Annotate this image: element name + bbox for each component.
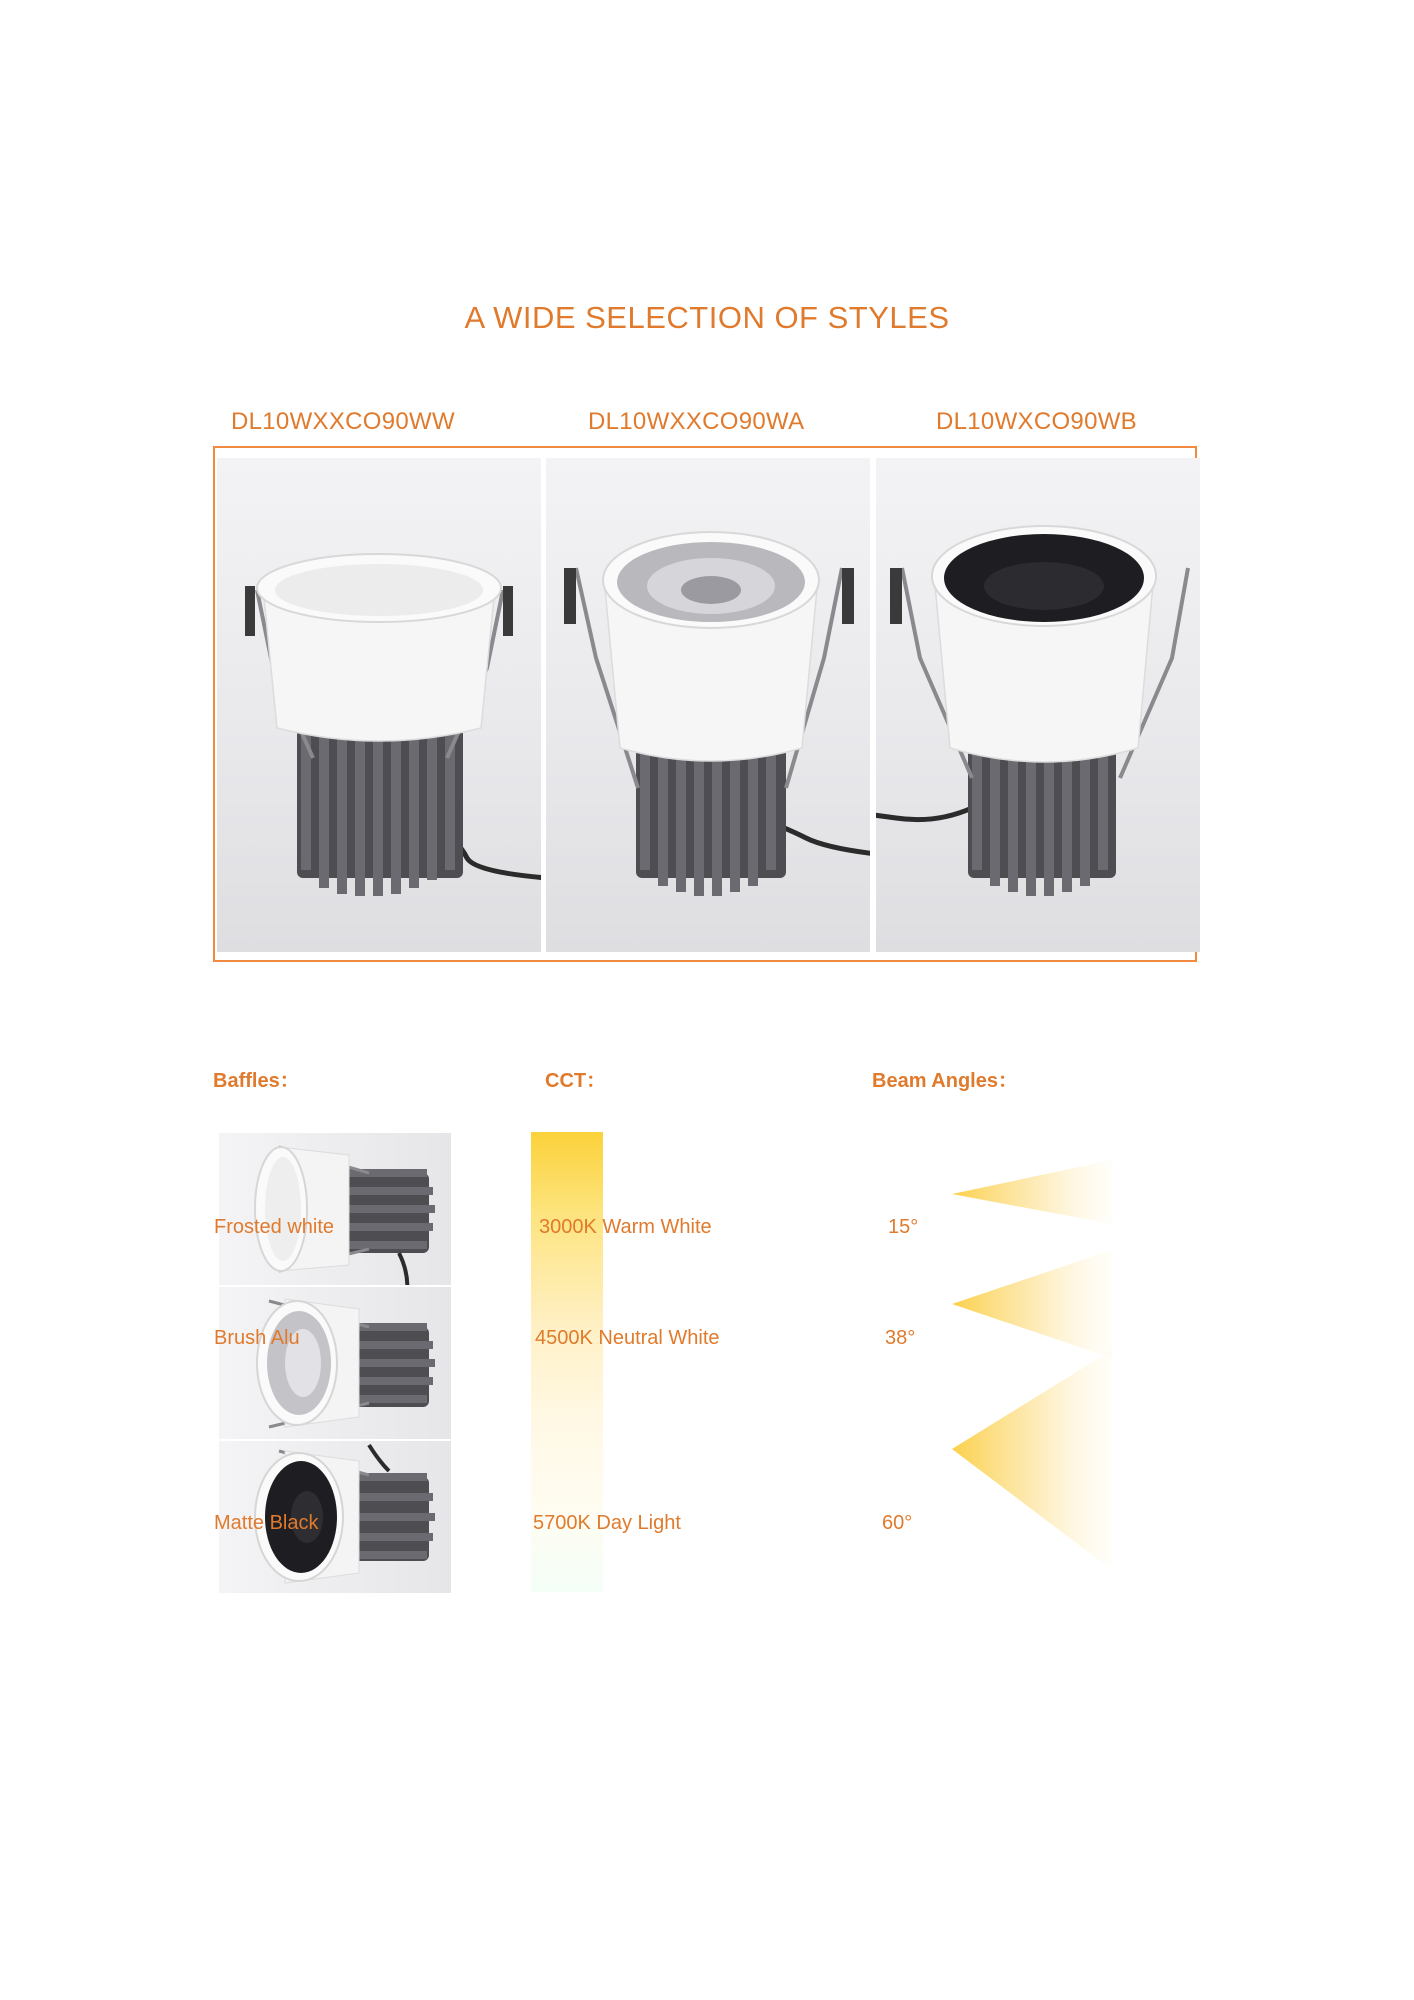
cct-label-3000k: 3000K Warm White	[539, 1216, 712, 1238]
section-cct: CCT：	[545, 1070, 607, 1092]
section-baffles: Baffles：	[213, 1070, 300, 1092]
beam-cone-60	[952, 1350, 1112, 1570]
downlight-black-icon	[876, 458, 1200, 952]
downlight-white-icon	[217, 458, 541, 952]
beam-cone-15	[952, 1160, 1112, 1224]
beam-label-60: 60°	[882, 1512, 913, 1534]
baffle-thumb-brush-alu	[219, 1287, 451, 1439]
page-title: A WIDE SELECTION OF STYLES	[464, 300, 950, 335]
downlight-silver-icon	[546, 458, 870, 952]
section-beam-angles: Beam Angles：	[872, 1070, 1018, 1092]
beam-cones	[940, 1140, 1120, 1580]
beam-label-15: 15°	[888, 1216, 919, 1238]
product-photo-white	[217, 458, 541, 952]
baffle-silver-icon	[219, 1287, 451, 1439]
baffle-label-matte-black: Matte Black	[214, 1512, 319, 1534]
product-photo-silver	[546, 458, 870, 952]
cct-label-5700k: 5700K Day Light	[533, 1512, 681, 1534]
baffle-label-brush-alu: Brush Alu	[214, 1327, 300, 1349]
beam-cone-38	[952, 1250, 1112, 1358]
beam-label-38: 38°	[885, 1327, 916, 1349]
baffle-label-frosted-white: Frosted white	[214, 1216, 335, 1238]
model-code-wb: DL10WXCO90WB	[936, 408, 1137, 435]
baffle-white-icon	[219, 1133, 451, 1285]
cct-label-4500k: 4500K Neutral White	[535, 1327, 720, 1349]
product-photo-black	[876, 458, 1200, 952]
baffle-thumb-frosted-white	[219, 1133, 451, 1285]
model-code-ww: DL10WXXCO90WW	[231, 408, 455, 435]
model-code-wa: DL10WXXCO90WA	[588, 408, 805, 435]
